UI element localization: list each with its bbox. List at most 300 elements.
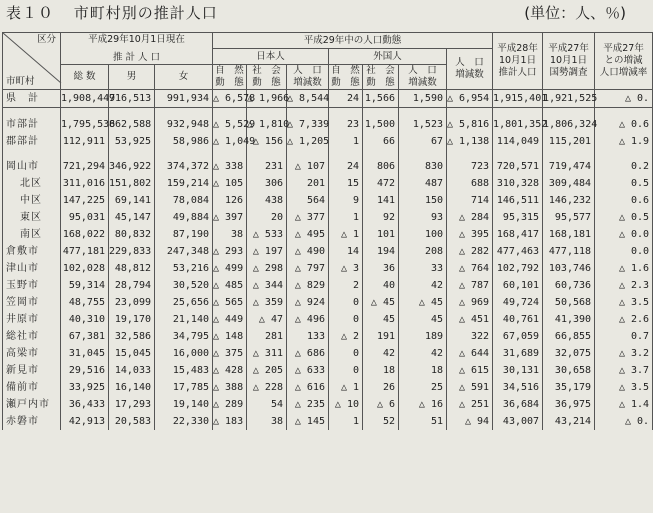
value-cell: 23,099 (109, 294, 155, 311)
value-cell: △ 499 (213, 260, 247, 277)
value-cell: 201 (287, 175, 329, 192)
table-row (3, 345, 653, 362)
value-cell: 208 (399, 243, 447, 260)
value-cell: 100 (399, 226, 447, 243)
municipality-name: 津山市 (3, 260, 61, 277)
value-cell: 14,033 (109, 362, 155, 379)
h27-line1: 平成27年 (548, 43, 589, 54)
value-cell: 67,059 (493, 328, 543, 345)
value-cell: 34,795 (155, 328, 213, 345)
value-cell: 1,908,447 (61, 90, 109, 108)
pop-change-header (447, 49, 493, 90)
value-cell: 38 (213, 226, 247, 243)
value-cell: △ 2.6 (595, 311, 653, 328)
value-cell: 991,934 (155, 90, 213, 108)
spacer-cell (363, 108, 399, 117)
value-cell: 2 (329, 277, 363, 294)
value-cell: 15 (329, 175, 363, 192)
spacer-cell (399, 108, 447, 117)
jp-change-l1: 人 口 (293, 65, 322, 76)
value-cell: △ 5,529 (213, 116, 247, 133)
spacer-cell (213, 150, 247, 158)
table-row (3, 192, 653, 209)
table-row (3, 116, 653, 133)
value-cell: 60,736 (543, 277, 595, 294)
fr-natural-l1: 自 然 (331, 65, 360, 76)
value-cell: 0 (329, 345, 363, 362)
value-cell: 916,513 (109, 90, 155, 108)
female-header: 女 (155, 65, 213, 90)
value-cell: 306 (247, 175, 287, 192)
value-cell: 168,181 (543, 226, 595, 243)
fr-change-l2: 増減数 (408, 77, 437, 88)
table-row (3, 379, 653, 396)
value-cell: △ 388 (213, 379, 247, 396)
value-cell: △ 8,544 (287, 90, 329, 108)
fr-social-header (363, 65, 399, 90)
spacer-row (3, 150, 653, 158)
value-cell: △ 1.9 (595, 133, 653, 150)
municipality-name: 瀬戸内市 (3, 396, 61, 413)
value-cell: 18 (399, 362, 447, 379)
value-cell: △ 10 (329, 396, 363, 413)
value-cell: 50,568 (543, 294, 595, 311)
value-cell: △ 148 (213, 328, 247, 345)
municipality-name: 新見市 (3, 362, 61, 379)
value-cell: 53,925 (109, 133, 155, 150)
value-cell: △ 1 (329, 379, 363, 396)
table-row (3, 328, 653, 345)
value-cell: 38 (247, 413, 287, 430)
rate-line1: 平成27年 (603, 43, 644, 54)
value-cell: 24 (329, 158, 363, 175)
value-cell: 45 (399, 311, 447, 328)
value-cell: △ 615 (447, 362, 493, 379)
fr-social-l2: 動 態 (366, 77, 395, 88)
value-cell: △ 107 (287, 158, 329, 175)
h27-line2: 10月1日 (549, 55, 588, 66)
fr-social-l1: 社 会 (366, 65, 395, 76)
value-cell: 16,140 (109, 379, 155, 396)
value-cell: 487 (399, 175, 447, 192)
value-cell: 36 (363, 260, 399, 277)
value-cell: △ 359 (247, 294, 287, 311)
value-cell: 52 (363, 413, 399, 430)
value-cell: △ 2.3 (595, 277, 653, 294)
value-cell: 146,511 (493, 192, 543, 209)
value-cell: 346,922 (109, 158, 155, 175)
h28-line1: 平成28年 (497, 43, 538, 54)
value-cell: 146,232 (543, 192, 595, 209)
value-cell: 477,118 (543, 243, 595, 260)
municipality-name: 高梁市 (3, 345, 61, 362)
value-cell: 17,785 (155, 379, 213, 396)
value-cell: 1,566 (363, 90, 399, 108)
value-cell: 281 (247, 328, 287, 345)
value-cell: 31,689 (493, 345, 543, 362)
value-cell: △ 375 (213, 345, 247, 362)
value-cell: 42 (399, 345, 447, 362)
value-cell: 438 (247, 192, 287, 209)
value-cell: 20,583 (109, 413, 155, 430)
municipality-name: 南区 (3, 226, 61, 243)
value-cell: △ 45 (399, 294, 447, 311)
value-cell: 168,022 (61, 226, 109, 243)
value-cell: △ 969 (447, 294, 493, 311)
value-cell: 87,190 (155, 226, 213, 243)
value-cell: 159,214 (155, 175, 213, 192)
value-cell: 95,315 (493, 209, 543, 226)
unit-label: (単位：人、％) (524, 4, 626, 22)
fr-natural-l2: 動 態 (331, 77, 360, 88)
value-cell: △ 94 (447, 413, 493, 430)
h27-header (543, 33, 595, 90)
table-body (3, 90, 653, 431)
municipality-name: 赤磐市 (3, 413, 61, 430)
value-cell: △ 3.5 (595, 379, 653, 396)
value-cell: 0 (329, 311, 363, 328)
value-cell: △ 591 (447, 379, 493, 396)
rate-header (595, 33, 653, 90)
total-header: 総 数 (61, 65, 109, 90)
value-cell: 151,802 (109, 175, 155, 192)
value-cell: 0.2 (595, 158, 653, 175)
value-cell: 1,921,525 (543, 90, 595, 108)
value-cell: 477,463 (493, 243, 543, 260)
value-cell: 721,294 (61, 158, 109, 175)
jp-social-l2: 動 態 (252, 77, 281, 88)
value-cell: 1,806,324 (543, 116, 595, 133)
value-cell: 714 (447, 192, 493, 209)
value-cell: 22,330 (155, 413, 213, 430)
value-cell: △ 686 (287, 345, 329, 362)
table-row (3, 277, 653, 294)
value-cell: △ 105 (213, 175, 247, 192)
table-row (3, 175, 653, 192)
spacer-cell (595, 150, 653, 158)
value-cell: 194 (363, 243, 399, 260)
value-cell: 30,131 (493, 362, 543, 379)
spacer-cell (363, 150, 399, 158)
jp-social-l1: 社 会 (252, 65, 281, 76)
table-title (6, 2, 218, 23)
value-cell: 229,833 (109, 243, 155, 260)
value-cell: 723 (447, 158, 493, 175)
municipality-name: 岡山市 (3, 158, 61, 175)
rate-line3: 人口増減率 (599, 67, 648, 78)
spacer-cell (287, 150, 329, 158)
municipality-name: 備前市 (3, 379, 61, 396)
value-cell: 191 (363, 328, 399, 345)
spacer-cell (447, 108, 493, 117)
value-cell: 103,746 (543, 260, 595, 277)
value-cell: △ 6 (363, 396, 399, 413)
table-row (3, 226, 653, 243)
population-table (2, 32, 653, 430)
value-cell: △ 1,966 (247, 90, 287, 108)
jp-natural-l1: 自 然 (215, 65, 244, 76)
spacer-cell (329, 150, 363, 158)
value-cell: 51 (399, 413, 447, 430)
value-cell: △ 235 (287, 396, 329, 413)
spacer-cell (109, 108, 155, 117)
value-cell: △ 1,138 (447, 133, 493, 150)
movement-header: 平成29年中の人口動態 (213, 33, 493, 49)
value-cell: △ 797 (287, 260, 329, 277)
municipality-name: 総社市 (3, 328, 61, 345)
value-cell: 59,314 (61, 277, 109, 294)
value-cell: 69,141 (109, 192, 155, 209)
value-cell: △ 2 (329, 328, 363, 345)
value-cell: △ 924 (287, 294, 329, 311)
fr-change-l1: 人 口 (408, 65, 437, 76)
value-cell: △ 0. (595, 413, 653, 430)
value-cell: 32,075 (543, 345, 595, 362)
value-cell: △ 397 (213, 209, 247, 226)
rate-line2: との増減 (604, 55, 643, 66)
value-cell: 0 (329, 362, 363, 379)
value-cell: 1 (329, 133, 363, 150)
value-cell: 49,724 (493, 294, 543, 311)
value-cell: △ 485 (213, 277, 247, 294)
value-cell: 1,915,401 (493, 90, 543, 108)
value-cell: 66,855 (543, 328, 595, 345)
value-cell: △ 616 (287, 379, 329, 396)
value-cell: 15,045 (109, 345, 155, 362)
spacer-cell (247, 108, 287, 117)
value-cell: 25,656 (155, 294, 213, 311)
value-cell: 58,986 (155, 133, 213, 150)
value-cell: 0.0 (595, 243, 653, 260)
municipality-name: 井原市 (3, 311, 61, 328)
pop-change-line2: 増減数 (455, 69, 484, 80)
value-cell: 102,028 (61, 260, 109, 277)
value-cell: 40 (363, 277, 399, 294)
spacer-cell (399, 150, 447, 158)
value-cell: 1 (329, 413, 363, 430)
value-cell: 42 (363, 345, 399, 362)
value-cell: 14 (329, 243, 363, 260)
value-cell: 862,588 (109, 116, 155, 133)
value-cell: △ 3.2 (595, 345, 653, 362)
spacer-row (3, 108, 653, 117)
value-cell: 1 (329, 209, 363, 226)
value-cell: 80,832 (109, 226, 155, 243)
current-pop-date: 平成29年10月1日現在 (88, 33, 185, 45)
value-cell: 102,792 (493, 260, 543, 277)
value-cell: 43,007 (493, 413, 543, 430)
h27-line3: 国勢調査 (549, 67, 588, 78)
h28-line3: 推計人口 (498, 67, 537, 78)
municipality-name: 中区 (3, 192, 61, 209)
value-cell: 1,590 (399, 90, 447, 108)
value-cell: 30,520 (155, 277, 213, 294)
value-cell: 49,884 (155, 209, 213, 226)
value-cell: △ 251 (447, 396, 493, 413)
value-cell: 19,170 (109, 311, 155, 328)
value-cell: 101 (363, 226, 399, 243)
value-cell: 42,913 (61, 413, 109, 430)
spacer-cell (543, 150, 595, 158)
value-cell: △ 16 (399, 396, 447, 413)
spacer-cell (595, 108, 653, 117)
value-cell: △ 156 (247, 133, 287, 150)
value-cell: 147,225 (61, 192, 109, 209)
spacer-cell (61, 150, 109, 158)
value-cell: 32,586 (109, 328, 155, 345)
value-cell: 33 (399, 260, 447, 277)
spacer-cell (287, 108, 329, 117)
value-cell: 309,484 (543, 175, 595, 192)
value-cell: 95,031 (61, 209, 109, 226)
value-cell: 36,433 (61, 396, 109, 413)
value-cell: 26 (363, 379, 399, 396)
spacer-cell (493, 150, 543, 158)
value-cell: 34,516 (493, 379, 543, 396)
value-cell: 115,201 (543, 133, 595, 150)
municipality-name: 玉野市 (3, 277, 61, 294)
table-row (3, 133, 653, 150)
value-cell: △ 3 (329, 260, 363, 277)
japanese-header: 日本人 (213, 49, 329, 65)
value-cell: 0.7 (595, 328, 653, 345)
value-cell: 29,516 (61, 362, 109, 379)
municipality-name: 笠岡市 (3, 294, 61, 311)
value-cell: 36,975 (543, 396, 595, 413)
municipality-name: 東区 (3, 209, 61, 226)
value-cell: 830 (399, 158, 447, 175)
table-row (3, 294, 653, 311)
value-cell: 114,049 (493, 133, 543, 150)
municipality-name: 倉敷市 (3, 243, 61, 260)
value-cell: 477,181 (61, 243, 109, 260)
value-cell: △ 764 (447, 260, 493, 277)
value-cell: 720,571 (493, 158, 543, 175)
current-pop-sub: 推 計 人 口 (112, 51, 161, 63)
value-cell: 19,140 (155, 396, 213, 413)
corner-bottom-label: 市町村 (6, 76, 35, 87)
value-cell: △ 338 (213, 158, 247, 175)
value-cell: 60,101 (493, 277, 543, 294)
spacer-cell (213, 108, 247, 117)
value-cell: 16,000 (155, 345, 213, 362)
value-cell: △ 6,954 (447, 90, 493, 108)
spacer-cell (329, 108, 363, 117)
value-cell: 45 (363, 311, 399, 328)
value-cell: △ 829 (287, 277, 329, 294)
value-cell: 95,577 (543, 209, 595, 226)
value-cell: 40,310 (61, 311, 109, 328)
corner-header (3, 33, 61, 90)
value-cell: 54 (247, 396, 287, 413)
value-cell: 40,761 (493, 311, 543, 328)
value-cell: △ 451 (447, 311, 493, 328)
value-cell: 35,179 (543, 379, 595, 396)
value-cell: 0 (329, 294, 363, 311)
value-cell: 0.5 (595, 175, 653, 192)
value-cell: △ 205 (247, 362, 287, 379)
value-cell: 30,658 (543, 362, 595, 379)
value-cell: △ 644 (447, 345, 493, 362)
table-row (3, 413, 653, 430)
value-cell: △ 145 (287, 413, 329, 430)
value-cell: △ 289 (213, 396, 247, 413)
value-cell: △ 0.6 (595, 116, 653, 133)
table-row (3, 90, 653, 108)
value-cell: △ 197 (247, 243, 287, 260)
value-cell: 932,948 (155, 116, 213, 133)
value-cell: △ 495 (287, 226, 329, 243)
value-cell: △ 1,205 (287, 133, 329, 150)
value-cell: △ 0.0 (595, 226, 653, 243)
value-cell: 67,381 (61, 328, 109, 345)
spacer-cell (109, 150, 155, 158)
value-cell: 1,795,536 (61, 116, 109, 133)
jp-natural-header (213, 65, 247, 90)
value-cell: 25 (399, 379, 447, 396)
value-cell: 322 (447, 328, 493, 345)
value-cell: △ 0. (595, 90, 653, 108)
table-row (3, 311, 653, 328)
value-cell: 92 (363, 209, 399, 226)
value-cell: △ 633 (287, 362, 329, 379)
municipality-name: 郡部計 (3, 133, 61, 150)
value-cell: 43,214 (543, 413, 595, 430)
jp-change-header (287, 65, 329, 90)
value-cell: △ 3.5 (595, 294, 653, 311)
value-cell: △ 1,049 (213, 133, 247, 150)
value-cell: 24 (329, 90, 363, 108)
value-cell: △ 47 (247, 311, 287, 328)
value-cell: 33,925 (61, 379, 109, 396)
value-cell: △ 6,578 (213, 90, 247, 108)
value-cell: △ 377 (287, 209, 329, 226)
value-cell: 78,084 (155, 192, 213, 209)
value-cell: △ 293 (213, 243, 247, 260)
spacer-cell (247, 150, 287, 158)
spacer-cell (447, 150, 493, 158)
value-cell: 247,348 (155, 243, 213, 260)
spacer-cell (493, 108, 543, 117)
value-cell: △ 496 (287, 311, 329, 328)
table-row (3, 243, 653, 260)
pop-change-line1: 人 口 (455, 57, 484, 68)
value-cell: 126 (213, 192, 247, 209)
male-header: 男 (109, 65, 155, 90)
value-cell: △ 1.6 (595, 260, 653, 277)
h28-line2: 10月1日 (498, 55, 537, 66)
value-cell: 719,474 (543, 158, 595, 175)
value-cell: 28,794 (109, 277, 155, 294)
value-cell: △ 228 (247, 379, 287, 396)
table-row (3, 362, 653, 379)
value-cell: △ 1.4 (595, 396, 653, 413)
value-cell: △ 344 (247, 277, 287, 294)
value-cell: △ 45 (363, 294, 399, 311)
value-cell: 112,911 (61, 133, 109, 150)
value-cell: 21,140 (155, 311, 213, 328)
value-cell: 1,500 (363, 116, 399, 133)
fr-change-header (399, 65, 447, 90)
value-cell: △ 282 (447, 243, 493, 260)
value-cell: 48,755 (61, 294, 109, 311)
table-row (3, 209, 653, 226)
spacer-cell (155, 150, 213, 158)
value-cell: 688 (447, 175, 493, 192)
value-cell: △ 533 (247, 226, 287, 243)
value-cell: 141 (363, 192, 399, 209)
value-cell: △ 565 (213, 294, 247, 311)
